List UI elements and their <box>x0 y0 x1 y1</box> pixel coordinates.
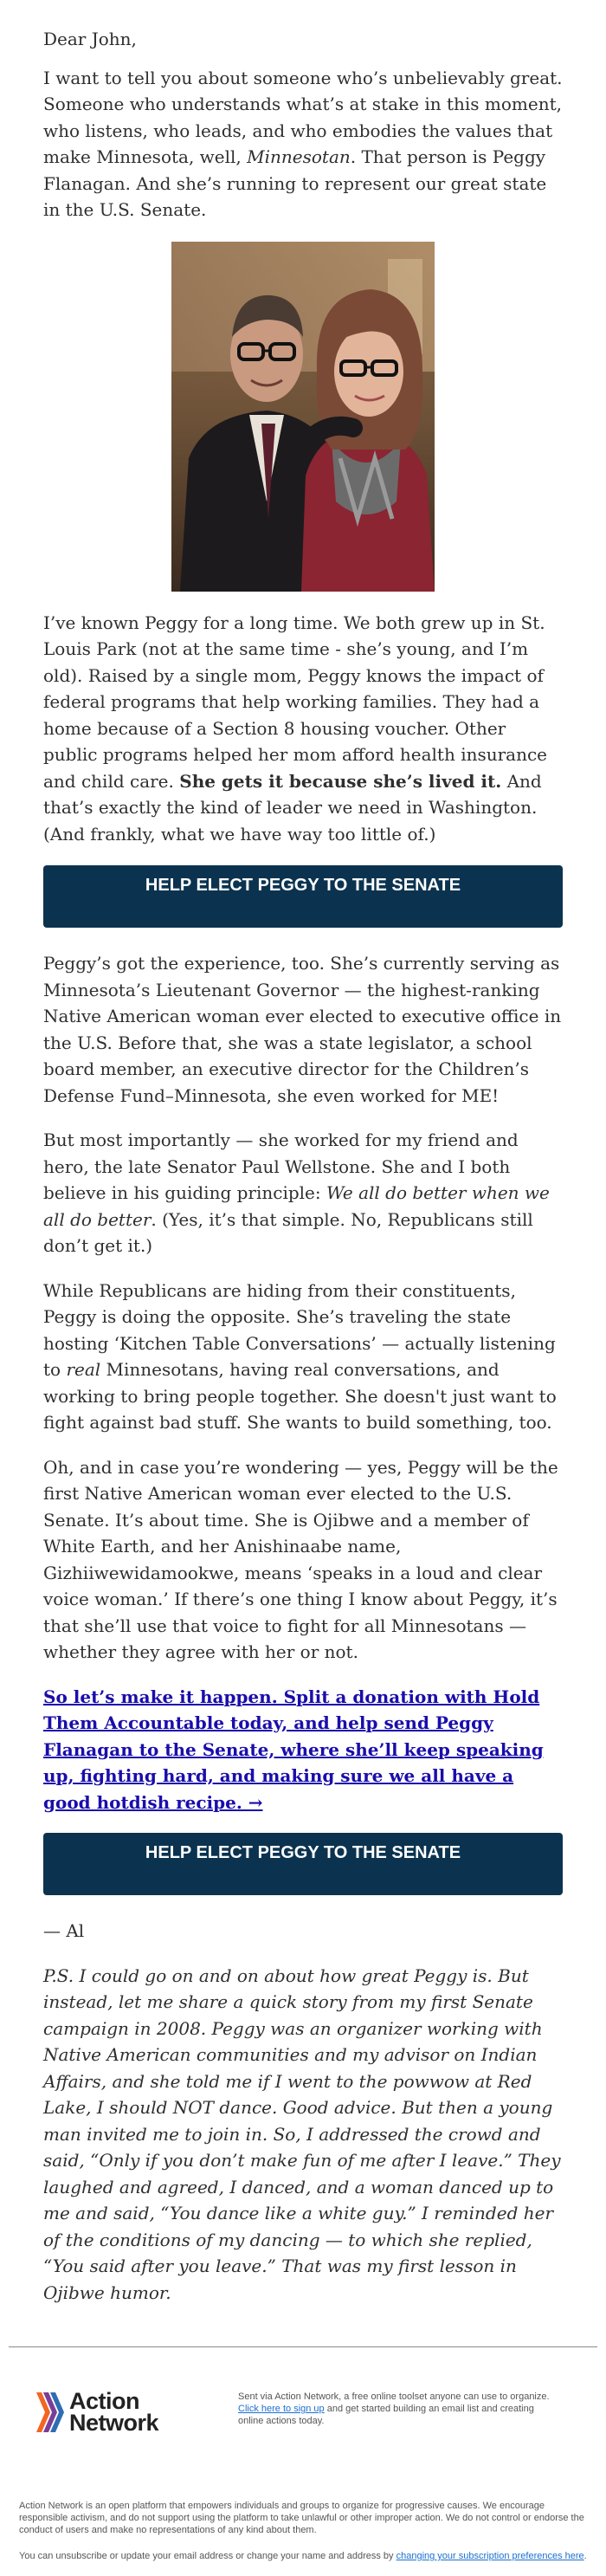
paragraph-intro-text-end: . That person is Peggy Flanagan. And she’s running to represent our great state in the U.S. Senate. <box>43 146 547 220</box>
footer <box>0 2347 606 2562</box>
two-people-photo <box>171 242 435 592</box>
paragraph-experience: Peggy’s got the experience, too. She’s currently serving as Minnesota’s Lieutenant Governor — the highest-ranking Native American woman ever elected to executive office in the U.S. Before that, she was a state legislator, a school board member, an executive director for the Children’s Defense Fund–Minnesota, she even worked for ME! <box>43 953 562 1106</box>
help-elect-button-top[interactable]: HELP ELECT PEGGY TO THE SENATE <box>43 865 563 928</box>
paragraph-kitchen-table-text-end: Minnesotans, having real conversations, and working to bring people together. She doesn't just want to fight against bad stuff. She wants to build something, too. <box>43 1359 557 1433</box>
unsubscribe-text-end: . <box>583 2551 587 2561</box>
paragraph-background-text-end: And that’s exactly the kind of leader we need in Washington. (And frankly, what we have way too little of.) <box>43 770 542 845</box>
sent-via-line: Sent via Action Network, a free online toolset anyone can use to organize. <box>238 2392 550 2402</box>
paragraph-kitchen-table-text: While Republicans are hiding from their constituents, Peggy is doing the opposite. She’s traveling the state hosting ‘Kitchen Table Conversations’ — actually listening to <box>43 1279 556 1380</box>
paragraph-wellstone-text-end: . (Yes, it’s that simple. No, Republicans still don’t get it.) <box>43 1208 533 1256</box>
donate-link[interactable]: So let’s make it happen. Split a donation with Hold Them Accountable today, and help send Peggy Flanagan to the Senate, where she’ll keep speaking up, fighting hard, and making sure we all have a good hotdish recipe. → <box>43 1686 544 1813</box>
photo-container <box>43 242 563 592</box>
paragraph-intro-text: I want to tell you about someone who’s unbelievably great. Someone who understands what’s at stake in this moment, who listens, who leads, and who embodies the values that make Minnesota, well, <box>43 67 563 167</box>
paragraph-wellstone <box>43 1127 563 1259</box>
paragraph-intro-emphasis: Minnesotan <box>247 146 351 167</box>
footer-legal <box>0 2443 606 2562</box>
paragraph-background-bold: She gets it because she’s lived it. <box>179 770 502 792</box>
unsubscribe-line <box>19 2550 587 2562</box>
subscription-preferences-link[interactable]: changing your subscription preferences here <box>396 2551 584 2561</box>
legal-disclaimer: Action Network is an open platform that empowers individuals and groups to organize for progressive causes. We encourage responsible activism, and do not support using the platform to take unlawful or other improper action. We do not control or endorse the conduct of users and make no representations of any kind about them. <box>19 2501 584 2535</box>
postscript: P.S. I could go on and on about how great Peggy is. But instead, let me share a quick story from my first Senate campaign in 2008. Peggy was an organizer working with Native American communities and my advisor on Indian Affairs, and she told me if I went to the powwow at Red Lake, I should NOT dance. Good advice. But then a young man invited me to join in. So, I addressed the crowd and said, “Only if you don’t make fun of me after I leave.” They laughed and agreed, I danced, and a woman danced up to me and said, “You dance like a white guy.” I reminded her of the conditions of my dancing — to which she replied, “You said after you leave.” That was my first lesson in Ojibwe humor. <box>43 1964 561 2303</box>
paragraph-wellstone-text: But most importantly — she worked for my friend and hero, the late Senator Paul Wellstone. She and I both believe in his guiding principle: <box>43 1129 519 1203</box>
unsubscribe-text: You can unsubscribe or update your email address or change your name and address by <box>19 2551 396 2561</box>
signup-link[interactable]: Click here to sign up <box>238 2404 325 2414</box>
help-elect-button-bottom[interactable]: HELP ELECT PEGGY TO THE SENATE <box>43 1833 563 1895</box>
paragraph-kitchen-table-emphasis: real <box>66 1359 101 1380</box>
brand-name-line-2: Network <box>69 2410 159 2436</box>
paragraph-wellstone-quote: We all do better when we all do better <box>43 1182 550 1230</box>
sent-via-text <box>238 2391 558 2427</box>
action-network-chevrons-icon <box>35 2391 64 2434</box>
footer-brand-row <box>0 2347 606 2443</box>
signup-line-text: and get started building an email list and creating online actions today. <box>238 2404 534 2426</box>
brand-name <box>69 2388 159 2436</box>
greeting: Dear John, <box>43 29 137 49</box>
paragraph-first-native: Oh, and in case you’re wondering — yes, Peggy will be the first Native American woman ever elected to the U.S. Senate. It’s about time. She is Ojibwe and a member of White Earth, and her Anishinaabe name, Gizhiiwewidamookwe, means ‘speaks in a loud and clear voice woman.’ If there’s one thing I know about Peggy, it’s that she’ll use that voice to fight for all Minnesotans — whether they agree with her or not. <box>43 1456 558 1662</box>
action-network-logo[interactable] <box>35 2388 221 2436</box>
brand-name-line-1: Action <box>69 2388 139 2414</box>
paragraph-background <box>43 610 563 848</box>
signoff: — Al <box>43 1920 85 1941</box>
paragraph-background-text: I’ve known Peggy for a long time. We both grew up in St. Louis Park (not at the same time - she’s young, and I’m old). Raised by a single mom, Peggy knows the impact of federal programs that help working families. They had a home because of a Section 8 housing voucher. Other public programs helped her mom afford health insurance and child care. <box>43 612 548 792</box>
paragraph-kitchen-table <box>43 1278 563 1436</box>
paragraph-intro <box>43 65 563 223</box>
signup-line <box>238 2403 558 2427</box>
